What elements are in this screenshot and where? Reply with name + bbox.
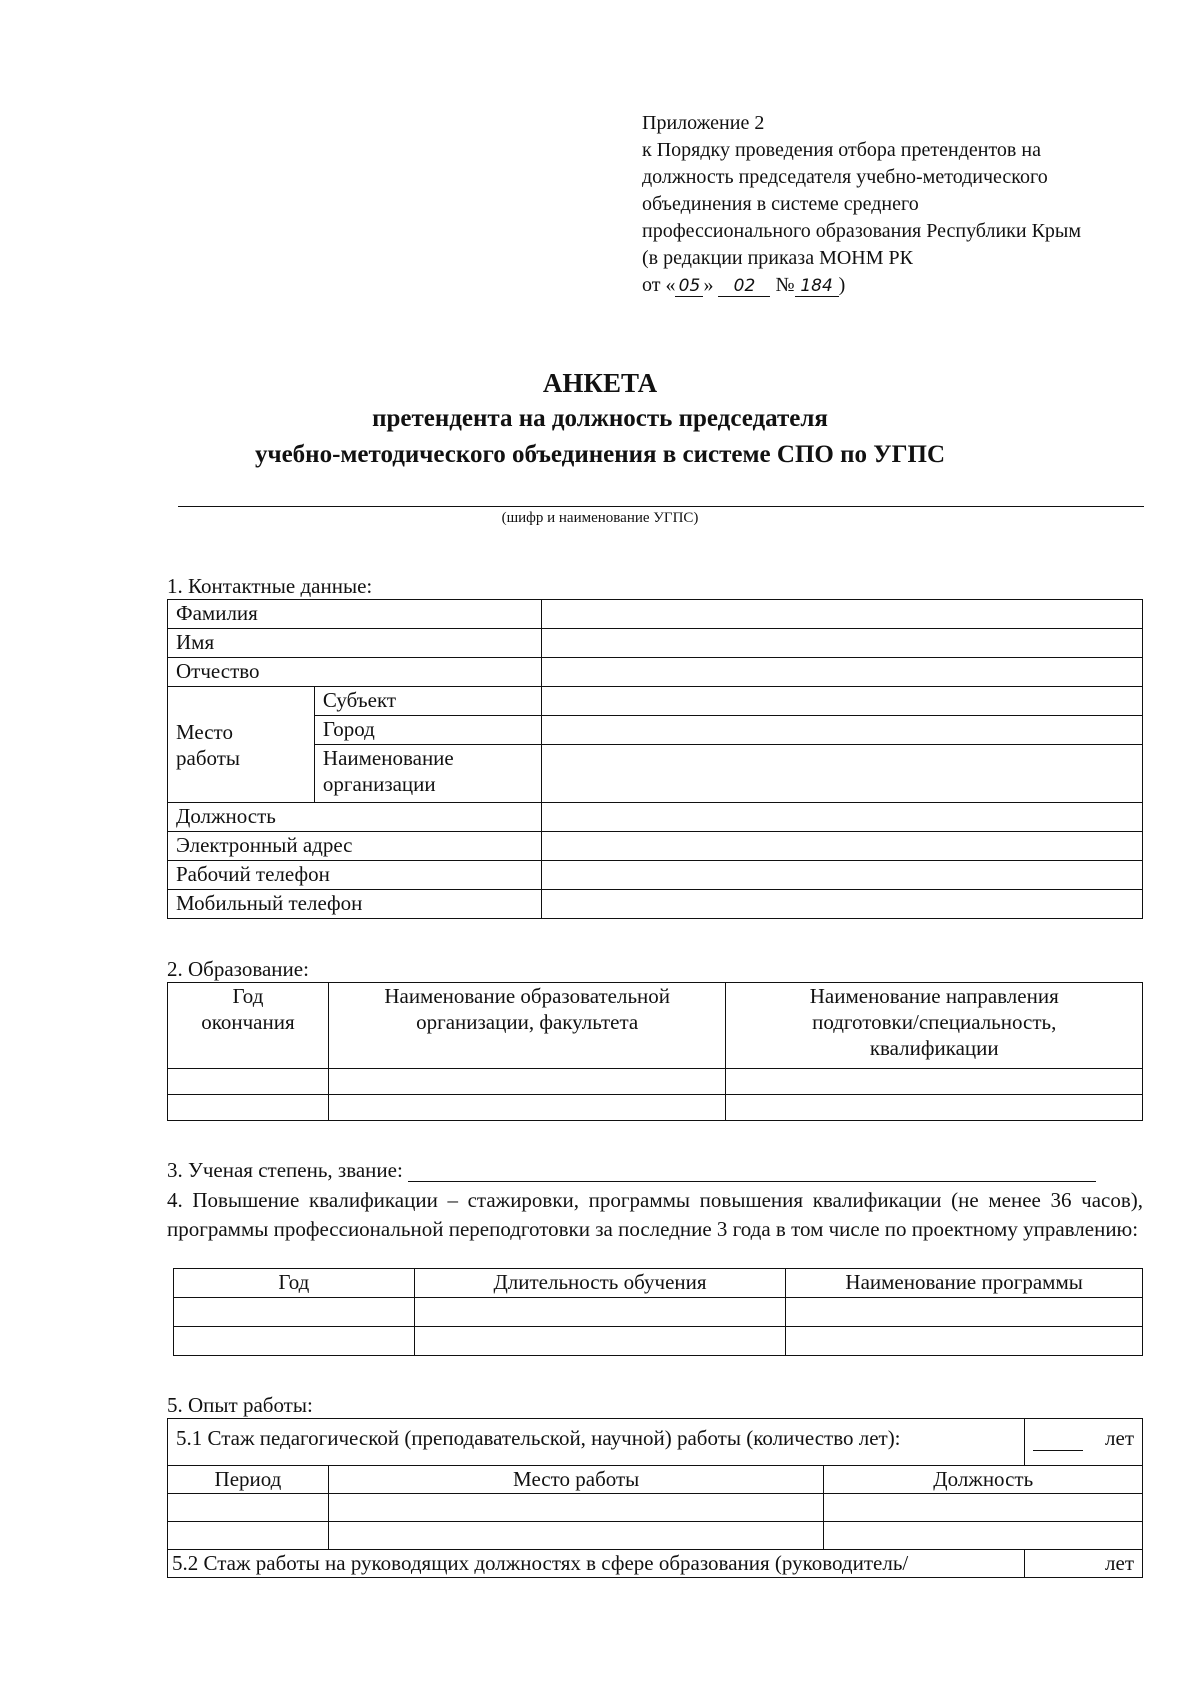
subject-field[interactable] bbox=[541, 687, 1142, 716]
experience-col-period: Период bbox=[168, 1466, 329, 1494]
years-label: лет bbox=[1105, 1426, 1134, 1450]
order-month: 02 bbox=[718, 276, 770, 297]
date-mid: » bbox=[703, 274, 714, 296]
education-col-year bbox=[168, 983, 329, 1069]
annex-line: профессионального образования Республики Крым bbox=[642, 220, 1082, 242]
patronymic-field[interactable] bbox=[541, 658, 1142, 687]
degree-fill-line[interactable] bbox=[408, 1159, 1096, 1182]
degree-label: 3. Ученая степень, звание: bbox=[167, 1158, 403, 1182]
teaching-experience-label: 5.1 Стаж педагогической (преподавательской, научной) работы (количество лет): bbox=[168, 1419, 1025, 1466]
work-phone-label: Рабочий телефон bbox=[168, 861, 542, 890]
training-col-duration: Длительность обучения bbox=[414, 1269, 786, 1298]
education-col-specialty bbox=[726, 983, 1143, 1069]
training-col-year: Год bbox=[174, 1269, 415, 1298]
email-field[interactable] bbox=[541, 832, 1142, 861]
years-label: лет bbox=[1105, 1551, 1134, 1575]
surname-field[interactable] bbox=[541, 600, 1142, 629]
header-line: квалификации bbox=[869, 1036, 999, 1060]
experience-cell[interactable] bbox=[824, 1522, 1143, 1550]
experience-table bbox=[167, 1418, 1143, 1578]
mobile-phone-field[interactable] bbox=[541, 890, 1142, 919]
annex-line: Приложение 2 bbox=[642, 112, 765, 134]
annex-line: объединения в системе среднего bbox=[642, 193, 919, 215]
work-phone-field[interactable] bbox=[541, 861, 1142, 890]
training-cell[interactable] bbox=[786, 1327, 1143, 1356]
name-label: Имя bbox=[168, 629, 542, 658]
header-line: подготовки/специальность, bbox=[812, 1010, 1057, 1034]
patronymic-label: Отчество bbox=[168, 658, 542, 687]
training-cell[interactable] bbox=[414, 1298, 786, 1327]
organization-label-line: Наименование bbox=[322, 746, 454, 770]
training-cell[interactable] bbox=[174, 1327, 415, 1356]
experience-cell[interactable] bbox=[168, 1494, 329, 1522]
city-field[interactable] bbox=[541, 716, 1142, 745]
organization-label-line: организации bbox=[322, 772, 436, 796]
annex-line: к Порядку проведения отбора претендентов на bbox=[642, 139, 1041, 161]
education-heading: 2. Образование: bbox=[167, 957, 309, 981]
experience-cell[interactable] bbox=[328, 1522, 824, 1550]
header-line: Наименование образовательной bbox=[384, 984, 671, 1008]
order-day: 05 bbox=[675, 276, 703, 297]
number-sign: № bbox=[775, 274, 795, 296]
name-field[interactable] bbox=[541, 629, 1142, 658]
experience-col-place: Место работы bbox=[328, 1466, 824, 1494]
education-cell[interactable] bbox=[328, 1069, 726, 1095]
training-cell[interactable] bbox=[786, 1298, 1143, 1327]
education-cell[interactable] bbox=[726, 1069, 1143, 1095]
education-table bbox=[167, 982, 1143, 1121]
management-experience-label: 5.2 Стаж работы на руководящих должностях в сфере образования (руководитель/ bbox=[168, 1550, 1025, 1578]
education-cell[interactable] bbox=[328, 1095, 726, 1121]
management-years-cell[interactable] bbox=[1025, 1550, 1143, 1578]
surname-label: Фамилия bbox=[168, 600, 542, 629]
position-field[interactable] bbox=[541, 803, 1142, 832]
training-table bbox=[173, 1268, 1143, 1356]
organization-field[interactable] bbox=[541, 745, 1142, 803]
workplace-label-line: Место bbox=[176, 719, 233, 744]
experience-cell[interactable] bbox=[168, 1522, 329, 1550]
education-cell[interactable] bbox=[168, 1069, 329, 1095]
workplace-label-line: работы bbox=[176, 745, 241, 770]
experience-cell[interactable] bbox=[328, 1494, 824, 1522]
training-col-program: Наименование программы bbox=[786, 1269, 1143, 1298]
position-label: Должность bbox=[168, 803, 542, 832]
organization-label bbox=[314, 745, 541, 803]
date-prefix: от « bbox=[642, 274, 676, 296]
ugps-fill-line[interactable] bbox=[178, 506, 1144, 507]
training-cell[interactable] bbox=[174, 1298, 415, 1327]
contacts-table bbox=[167, 599, 1143, 919]
order-date-line bbox=[642, 272, 1162, 299]
header-line: Год bbox=[232, 984, 264, 1008]
subject-label: Субъект bbox=[314, 687, 541, 716]
annex-line: (в редакции приказа МОНМ РК bbox=[642, 247, 913, 269]
contacts-heading: 1. Контактные данные: bbox=[167, 574, 373, 598]
annex-line: должность председателя учебно-методического bbox=[642, 166, 1048, 188]
experience-col-position: Должность bbox=[824, 1466, 1143, 1494]
education-cell[interactable] bbox=[168, 1095, 329, 1121]
mobile-phone-label: Мобильный телефон bbox=[168, 890, 542, 919]
city-label: Город bbox=[314, 716, 541, 745]
order-number: 184 bbox=[795, 276, 839, 297]
education-col-institution bbox=[328, 983, 726, 1069]
training-text: 4. Повышение квалификации – стажировки, программы повышения квалификации (не менее 36 часов), программы профессиональной переподготовки за последние 3 года в том числе по проектному управлению: bbox=[167, 1188, 1143, 1241]
education-cell[interactable] bbox=[726, 1095, 1143, 1121]
form-title: АНКЕТА bbox=[542, 368, 658, 398]
degree-line bbox=[167, 1158, 1096, 1182]
teaching-years-fill[interactable] bbox=[1033, 1430, 1083, 1451]
form-subtitle-2: учебно-методического объединения в системе СПО по УГПС bbox=[254, 441, 946, 468]
date-close: ) bbox=[838, 274, 846, 296]
annex-block bbox=[642, 110, 1162, 299]
email-label: Электронный адрес bbox=[168, 832, 542, 861]
workplace-label bbox=[168, 687, 315, 803]
experience-cell[interactable] bbox=[824, 1494, 1143, 1522]
teaching-years-cell[interactable] bbox=[1025, 1419, 1143, 1466]
header-line: организации, факультета bbox=[416, 1010, 639, 1034]
form-subtitle-1: претендента на должность председателя bbox=[372, 405, 828, 432]
header-line: окончания bbox=[201, 1010, 295, 1034]
training-cell[interactable] bbox=[414, 1327, 786, 1356]
experience-heading: 5. Опыт работы: bbox=[167, 1393, 313, 1417]
ugps-caption: (шифр и наименование УГПС) bbox=[501, 510, 699, 526]
header-line: Наименование направления bbox=[809, 984, 1059, 1008]
